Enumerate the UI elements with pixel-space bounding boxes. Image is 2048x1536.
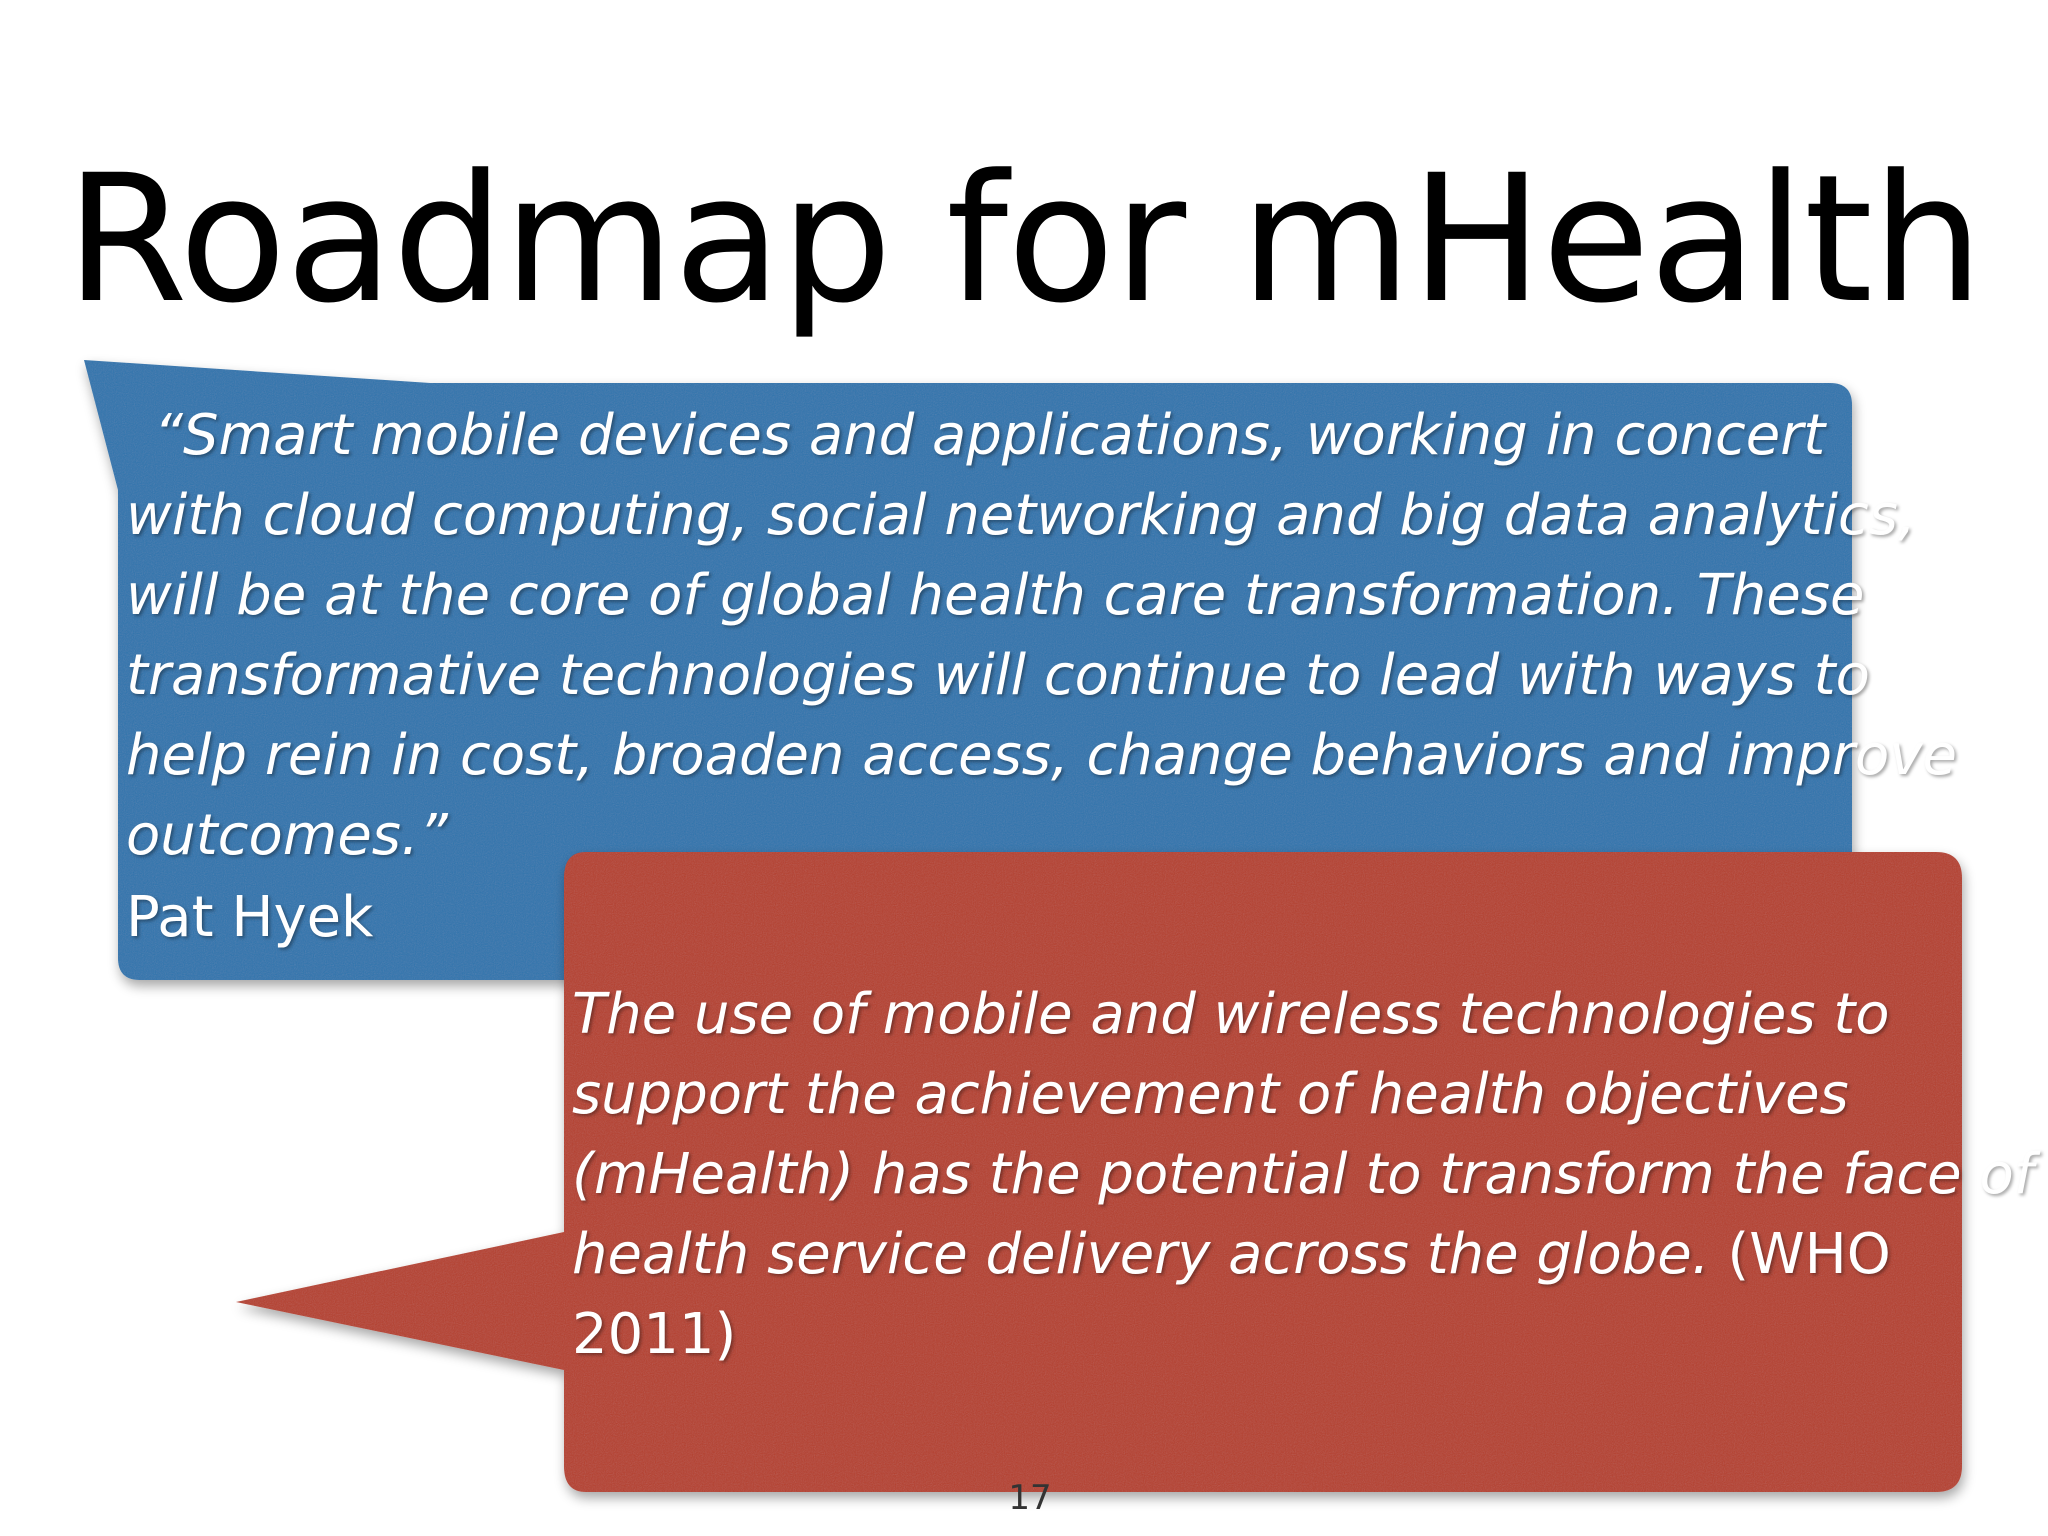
citation-text: (WHO bbox=[1709, 1222, 1891, 1287]
quote-line: with cloud computing, social networking and big data analytics, bbox=[126, 483, 1916, 548]
quote-line: help rein in cost, broaden access, change behaviors and improve bbox=[126, 723, 1957, 788]
quote-line: transformative technologies will continue to lead with ways to bbox=[126, 643, 1870, 708]
quote-line: “Smart mobile devices and applications, working in concert bbox=[154, 403, 1826, 468]
slide-title: Roadmap for mHealth bbox=[65, 137, 1983, 342]
page-number: 17 bbox=[1008, 1478, 1052, 1518]
quote-line: outcomes.” bbox=[126, 803, 448, 868]
definition-line: support the achievement of health objectives bbox=[572, 1062, 1849, 1127]
definition-line: (mHealth) has the potential to transform the face of bbox=[572, 1142, 2034, 1207]
definition-line: health service delivery across the globe. (WHO bbox=[572, 1222, 1891, 1287]
red-definition-block bbox=[572, 975, 2034, 1375]
definition-line: The use of mobile and wireless technologies to bbox=[572, 982, 1890, 1047]
quote-author: Pat Hyek bbox=[126, 885, 374, 950]
citation-year: 2011) bbox=[572, 1302, 737, 1367]
blue-quote-block bbox=[126, 396, 1957, 958]
quote-line: will be at the core of global health care transformation. These bbox=[126, 563, 1865, 628]
